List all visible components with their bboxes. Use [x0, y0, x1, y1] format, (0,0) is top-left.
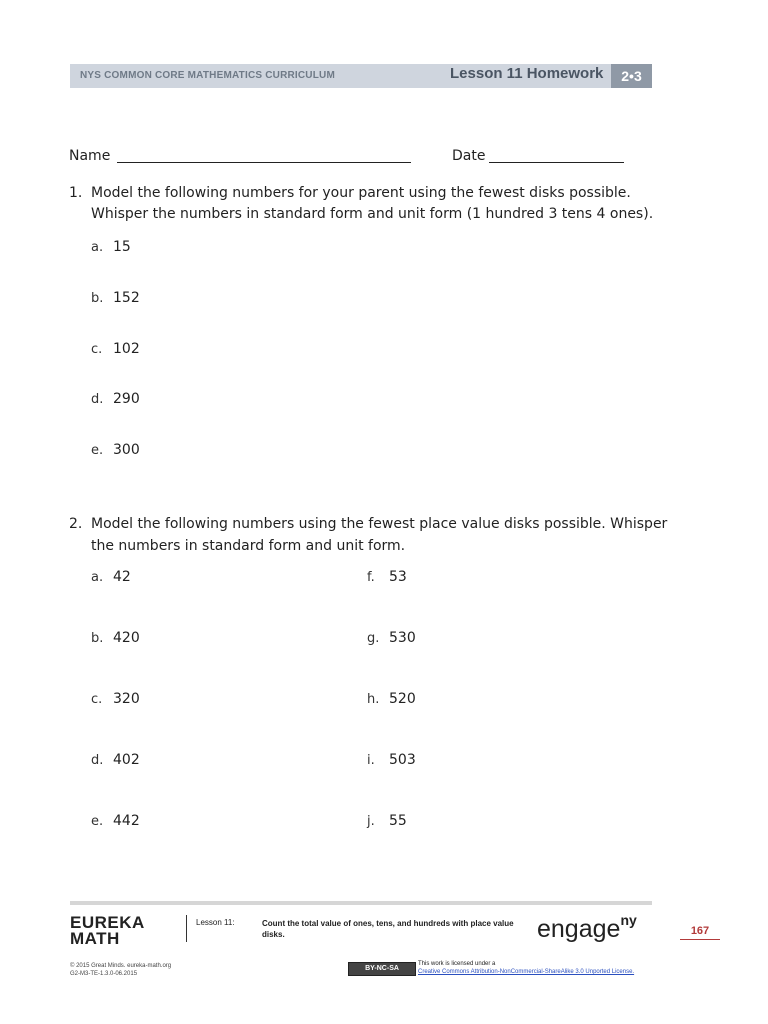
- name-label: Name: [69, 148, 111, 164]
- q2-item-value: 42: [113, 569, 131, 585]
- q2-item-letter: a.: [91, 570, 104, 585]
- copyright-line-2: G2-M3-TE-1.3.0-06.2015: [70, 971, 138, 977]
- date-field[interactable]: [489, 162, 624, 163]
- question-2-number: 2.: [69, 516, 83, 532]
- question-1-text-line1: Model the following numbers for your parent using the fewest disks possible.: [91, 185, 631, 201]
- q2-item-letter: b.: [91, 631, 104, 646]
- logo-line-2: MATH: [70, 929, 120, 948]
- q1-item-value: 290: [113, 391, 140, 407]
- q1-item-letter: b.: [91, 291, 104, 306]
- q2-item-letter: i.: [367, 753, 375, 768]
- license-block: [418, 960, 634, 976]
- engage-text: engage: [537, 915, 621, 943]
- question-1-number: 1.: [69, 185, 83, 201]
- q1-item-letter: d.: [91, 392, 104, 407]
- q2-item-value: 503: [389, 752, 416, 768]
- question-2-text-line2: the numbers in standard form and unit form.: [91, 538, 406, 554]
- q2-item-value: 55: [389, 813, 407, 829]
- footer-lesson-description: Count the total value of ones, tens, and hundreds with place value disks.: [262, 919, 514, 939]
- q1-item-value: 152: [113, 290, 140, 306]
- q2-item-letter: g.: [367, 631, 380, 646]
- q1-item-letter: c.: [91, 342, 103, 357]
- q1-item-value: 15: [113, 239, 131, 255]
- q2-item-value: 530: [389, 630, 416, 646]
- engageny-logo: [537, 912, 637, 944]
- license-text: This work is licensed under a: [418, 961, 496, 967]
- footer-divider: [186, 915, 187, 942]
- engage-ny: ny: [620, 912, 637, 928]
- date-label: Date: [452, 148, 486, 164]
- q1-item-letter: e.: [91, 443, 104, 458]
- question-2-text-line1: Model the following numbers using the fewest place value disks possible. Whisper: [91, 516, 668, 532]
- eureka-math-logo: [70, 915, 145, 947]
- footer-rule: [70, 901, 652, 905]
- page-number: 167: [680, 925, 720, 940]
- copyright: [70, 962, 171, 978]
- cc-license-badge: BY-NC-SA: [348, 962, 416, 976]
- lesson-title: Lesson 11 Homework: [450, 65, 604, 82]
- q1-item-value: 102: [113, 341, 140, 357]
- q2-item-value: 402: [113, 752, 140, 768]
- q1-item-letter: a.: [91, 240, 104, 255]
- q2-item-value: 53: [389, 569, 407, 585]
- copyright-line-1: © 2015 Great Minds. eureka-math.org: [70, 963, 172, 969]
- name-field[interactable]: [117, 162, 411, 163]
- logo-line-1: EUREKA: [70, 913, 145, 932]
- q1-item-value: 300: [113, 442, 140, 458]
- footer-lesson-label: Lesson 11:: [196, 918, 235, 927]
- q2-item-value: 442: [113, 813, 140, 829]
- q2-item-letter: h.: [367, 692, 380, 707]
- q2-item-value: 320: [113, 691, 140, 707]
- license-link[interactable]: Creative Commons Attribution-NonCommercial-ShareAlike 3.0 Unported License.: [418, 969, 635, 975]
- q2-item-letter: e.: [91, 814, 104, 829]
- question-1-text-line2: Whisper the numbers in standard form and unit form (1 hundred 3 tens 4 ones).: [91, 206, 654, 222]
- q2-item-letter: c.: [91, 692, 103, 707]
- grade-module-badge: 2•3: [611, 64, 652, 88]
- q2-item-letter: f.: [367, 570, 375, 585]
- curriculum-title: NYS COMMON CORE MATHEMATICS CURRICULUM: [80, 70, 335, 81]
- q2-item-value: 520: [389, 691, 416, 707]
- q2-item-value: 420: [113, 630, 140, 646]
- q2-item-letter: d.: [91, 753, 104, 768]
- q2-item-letter: j.: [367, 814, 375, 829]
